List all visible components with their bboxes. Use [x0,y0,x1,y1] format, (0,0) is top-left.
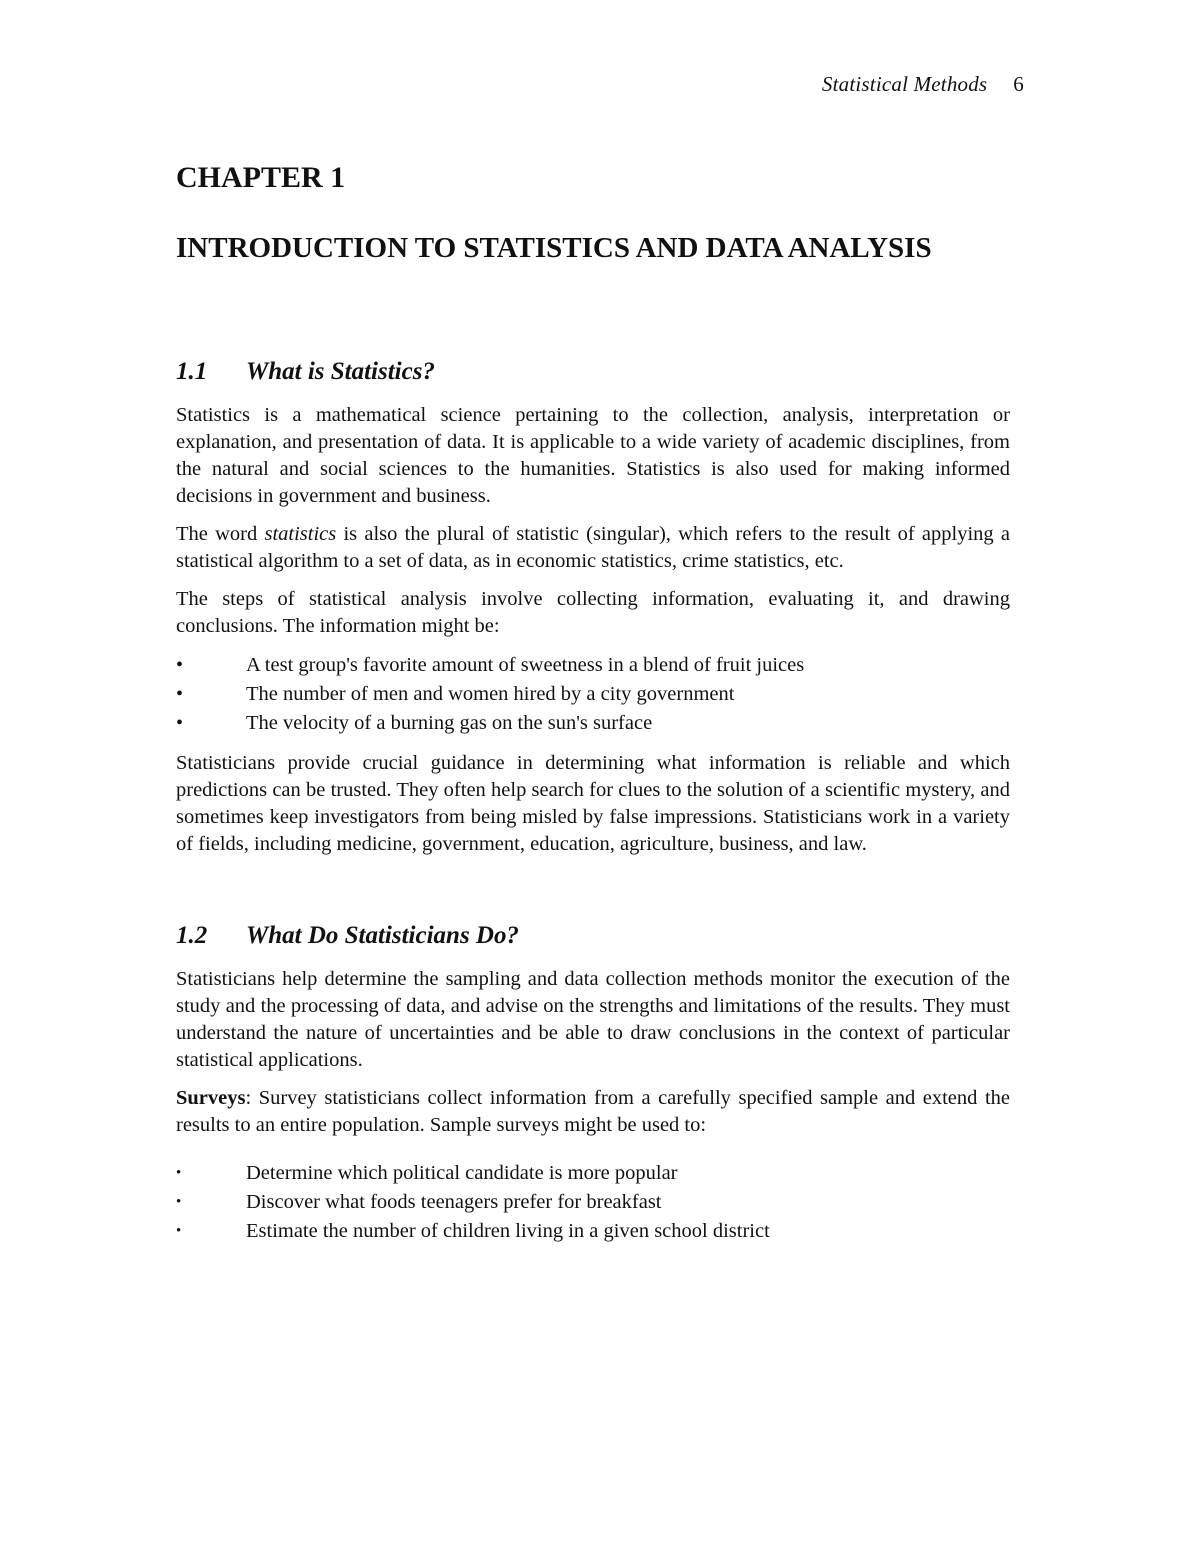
running-title: Statistical Methods [821,72,988,96]
section-title: What is Statistics? [246,358,435,385]
list-item [176,651,1010,680]
bullet-icon: • [176,1194,182,1210]
running-header [822,72,1024,97]
paragraph [176,1085,1010,1139]
section-number: 1.2 [176,922,208,949]
list-item-text: The velocity of a burning gas on the sun's surface [246,712,653,734]
list-item [176,1217,1010,1246]
list-item-text: Discover what foods teenagers prefer for breakfast [246,1191,662,1213]
list-item [176,1159,1010,1188]
list-item-text: Estimate the number of children living in a given school district [246,1220,770,1242]
bullet-list [176,1159,1010,1246]
bullet-icon: • [176,1165,182,1181]
text-run: is also the plural of statistic (singular), which refers to the result of applying a statistical algorithm to a set of data, as in economic statistics, crime statistics, etc. [176,523,1010,572]
text-run: : Survey statisticians collect information from a carefully specified sample and extend the results to an entire population. Sample surveys might be used to: [176,1087,1010,1136]
chapter-title: INTRODUCTION TO STATISTICS AND DATA ANALYSIS [176,232,932,264]
section-number: 1.1 [176,358,208,385]
paragraph: Statisticians help determine the sampling and data collection methods monitor the execution of the study and the processing of data, and advise on the strengths and limitations of the results. They must understand the nature of uncertainties and be able to draw conclusions in the context of particular statistical applications. [176,968,1010,1071]
list-item [176,709,1010,738]
paragraph [176,521,1010,575]
bullet-icon: • [176,654,184,676]
section-title: What Do Statisticians Do? [246,922,519,949]
list-item-text: Determine which political candidate is more popular [246,1162,678,1184]
italic-term: statistics [264,523,337,545]
page-number: 6 [1013,72,1024,96]
list-item-text: The number of men and women hired by a city government [246,683,735,705]
bullet-icon: • [176,712,184,734]
section-heading-1-1 [176,356,1010,388]
list-item-text: A test group's favorite amount of sweetness in a blend of fruit juices [246,654,805,676]
paragraph: Statisticians provide crucial guidance in determining what information is reliable and which predictions can be trusted. They often help search for clues to the solution of a scientific mystery, and sometimes keep investigators from being misled by false impressions. Statisticians work in a variety of fields, including medicine, government, education, agriculture, business, and law. [176,752,1010,855]
list-item [176,680,1010,709]
bullet-list [176,651,1010,738]
paragraph: Statistics is a mathematical science pertaining to the collection, analysis, interpretation or explanation, and presentation of data. It is applicable to a wide variety of academic disciplines, from the natural and social sciences to the humanities. Statistics is also used for making informed decisions in government and business. [176,404,1010,507]
bullet-icon: • [176,683,184,705]
chapter-label: CHAPTER 1 [176,161,346,194]
page-content [176,158,1010,1258]
paragraph: The steps of statistical analysis involve collecting information, evaluating it, and drawing conclusions. The information might be: [176,588,1010,637]
bullet-icon: • [176,1223,182,1239]
text-run: The word [176,523,265,545]
list-item [176,1188,1010,1217]
bold-term: Surveys [176,1087,246,1109]
section-heading-1-2 [176,920,1010,952]
